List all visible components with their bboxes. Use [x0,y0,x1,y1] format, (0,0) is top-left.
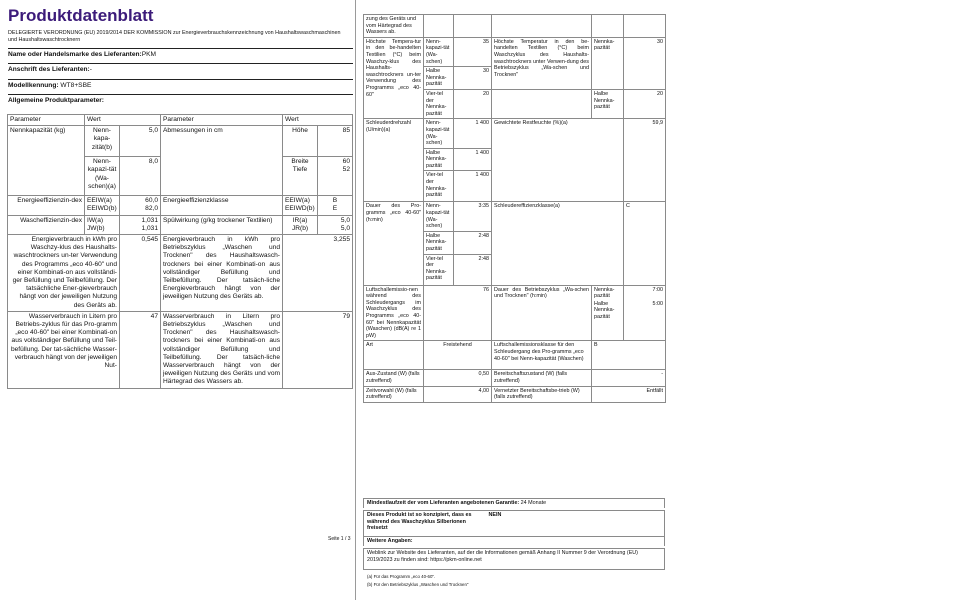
sp-halb-label: Halbe Nennka-pazität [424,148,454,171]
height-label: Höhe [283,126,318,157]
energy-wd-label: Energieverbrauch in kWh pro Betriebszyklus „Waschen und Trocknen" des Haushaltswasch-trockners bei einer Kombinati-on aus vollständiger Befüllung und Teilbefüllung. Der tatsäch-liche Energieverbrauch hängt von der jeweiligen Nutzung des Geräts ab. [161,235,283,312]
eei-label: Energieeffizienzin-dex [8,196,85,215]
water-wd-value: 79 [283,311,353,388]
rinse-values: 5,0 5,0 [318,215,353,234]
mt2-nenn-label: Nennka-pazität [592,37,624,89]
sp-halb-value: 1 400 [454,148,492,171]
wei-values: 1,031 1,031 [120,215,161,234]
water-value: 47 [120,311,161,388]
resid-value: 59,9 [624,119,666,202]
spinclass-label: Schleudereffizienzklasse(a) [492,202,624,285]
footnote-a: (a) Für das Programm „eco 40-60". [367,574,436,579]
header-param: Parameter [8,115,85,126]
eec-values: B E [318,196,353,215]
spin-label: Schleuderdrehzahl (U/min)(a) [364,119,424,202]
model-line: Modellkennung: WT8+SBE [8,79,353,89]
energy-value: 0,545 [120,235,161,312]
page-number: Seite 1 / 3 [328,536,351,542]
wei-label: Wascheffizienzin-dex [8,215,85,234]
mt-halb-value: 30 [454,67,492,90]
cap-wash-label: Nenn-kapa-zität(b) [85,126,120,157]
mt-nenn-value: 35 [454,37,492,66]
header-param-2: Parameter [161,115,283,126]
rinse-sub-labels: IR(a) JR(b) [283,215,318,234]
footnote-b: (b) Für den Betriebszyklus „Waschen und Trocknen" [367,582,469,587]
resid-label: Gewichtete Restfeuchte (%)(a) [492,119,624,202]
parameter-table-2 [363,14,666,403]
sp-viert-label: Vier-tel der Nennka-pazität [424,171,454,202]
duration-wd-label: Dauer des Betriebszyklus „Wa-schen und Trocknen" (h:min) [492,285,592,341]
noiseclass-value: B [592,341,666,370]
cap-wash-value: 5,0 [120,126,161,157]
maxtemp-wd-label: Höchste Temperatur in den be-handelten Textilien (°C) beim Waschzyklus des Haushalts-waschtrockners unter Verwen-dung des Betriebszyklus „Wa-schen und Trocknen" [492,37,592,89]
sp-nenn-label: Nenn-kapazi-tät (Wa-schen) [424,119,454,148]
dimensions-label: Abmessungen in cm [161,126,283,196]
page-1 [0,0,356,600]
du-nenn-value: 3:35 [454,202,492,231]
further-row: Weitere Angaben: [363,536,665,546]
duration-label: Dauer des Pro-gramms „eco 40-60" (h:min) [364,202,424,285]
energy-label: Energieverbrauch in kWh pro Waschzy-klus des Haushalts-waschtrockners un-ter Verwendung des Programms „eco 40-60" und einer Kombinati-on aus vollständi-ger Befüllung und Teilbefüllung. Der tatsächliche Ener-gieverbrauch hängt von der jeweiligen Nutzung des Geräts ab. [8,235,120,312]
mt2-nenn-value: 30 [624,37,666,89]
delay-value: 4,00 [424,386,492,402]
mt-nenn-label: Nenn-kapazi-tät (Wa-schen) [424,37,454,66]
supplier-line: Name oder Handelsmarke des Lieferanten:PKM [8,48,353,58]
delay-label: Zeitvorwahl (W) (falls zutreffend) [364,386,424,402]
rinse-label: Spülwirkung (g/kg trockener Textilien) [161,215,283,234]
off-value: 0,50 [424,370,492,386]
header-value-2: Wert [283,115,353,126]
eec-sub-labels: EEIW(a) EEIWD(b) [283,196,318,215]
capacity-label: Nennkapazität (kg) [8,126,85,196]
address-line: Anschrift des Lieferanten:- [8,63,353,73]
mt-viert-value: 20 [454,89,492,118]
sp-nenn-value: 1 400 [454,119,492,148]
noiseclass-label: Luftschallemissionsklasse für den Schleudergang des Pro-gramms „eco 40-60" bei Nenn-kapazität (Waschen) [492,341,592,370]
continuation-text: zung des Geräts und vom Härtegrad des Wassers ab. [364,15,424,38]
eei-values: 60,0 82,0 [120,196,161,215]
guarantee-row: Mindestlaufzeit der vom Lieferanten angebotenen Garantie: 24 Monate [363,498,665,508]
water-wd-label: Wasserverbrauch in Litern pro Betriebszyklus „Waschen und Trocknen" des Haushaltswasch-trockners bei einer Kombinati-on aus vollständiger Befüllung und Teilbefüllung. Der tatsäch-liche Wasserverbrauch hängt von der jeweiligen Nutzung des Geräts und vom Härtegrad des Wassers ab. [161,311,283,388]
mt2-halb-label: Halbe Nennka-pazität [592,89,624,118]
general-line: Allgemeine Produktparameter: [8,94,353,104]
eec-label: Energieeffizienzklasse [161,196,283,215]
page-title: Produktdatenblatt [8,6,154,25]
noise-label: Luftschallemissio-nen während des Schleudergangs im Waschzyklus des Programms „eco 40-60" bei Nennkapazität (Waschen) (dB(A) re 1 pW) [364,285,424,341]
cap-dry-value: 8,0 [120,157,161,196]
du2-values: 7:00 5:00 [624,285,666,341]
mt-viert-label: Vier-tel der Nennka-pazität [424,89,454,118]
width-depth-value: 60 52 [318,157,353,196]
du-viert-label: Vier-tel der Nennka-pazität [424,254,454,285]
cap-dry-label: Nenn-kapazi-tät (Wa-schen)(a) [85,157,120,196]
type-label: Art [364,341,424,370]
height-value: 85 [318,126,353,157]
sp-viert-value: 1 400 [454,171,492,202]
parameter-table-1 [7,114,353,389]
netstandby-value: Entfällt [592,386,666,402]
spinclass-value: C [624,202,666,285]
width-depth-label: Breite Tiefe [283,157,318,196]
silver-row: Dieses Produkt ist so konzipiert, dass es während des Waschzyklus Silberionen freisetzt NEIN [363,510,665,536]
energy-wd-value: 3,255 [283,235,353,312]
page-2 [363,0,665,600]
standby-value: - [592,370,666,386]
eei-sub-labels: EEIW(a) EEIWD(b) [85,196,120,215]
header-value: Wert [85,115,161,126]
noise-value: 76 [424,285,492,341]
water-label: Wasserverbrauch in Litern pro Betriebs-zyklus für das Pro-gramm „eco 40-60" bei einer Kombinati-on aus vollständiger Befüllung und Teil-befüllung. Der tat-sächliche Wasser-verbrauch hängt von der jeweiligen Nut- [8,311,120,388]
mt-halb-label: Halbe Nennka-pazität [424,67,454,90]
regulation-text: DELEGIERTE VERORDNUNG (EU) 2019/2014 DER KOMMISSION zur Energieverbrauchskennzeichnung von Haushaltswaschmaschinen und Haushaltswaschtrocknern [8,30,341,43]
off-label: Aus-Zustand (W) (falls zutreffend) [364,370,424,386]
wei-sub-labels: IW(a) JW(b) [85,215,120,234]
du2-labels: Nennka-pazität Halbe Nennka-pazität [592,285,624,341]
netstandby-label: Vernetzter Bereitschaftsbe-trieb (W) (falls zutreffend) [492,386,592,402]
du-viert-value: 2:48 [454,254,492,285]
du-nenn-label: Nenn-kapazi-tät (Wa-schen) [424,202,454,231]
du-halb-label: Halbe Nennka-pazität [424,231,454,254]
maxtemp-label: Höchste Tempera-tur in den be-handelten Textilien (°C) beim Waschzy-klus des Haushalts-waschtrockners un-ter Verwendung des Programms „eco 40-60" [364,37,424,119]
standby-label: Bereitschaftszustand (W) (falls zutreffend) [492,370,592,386]
weblink-row: Weblink zur Website des Lieferanten, auf der die Informationen gemäß Anhang II Nummer 9 der Verordnung (EU) 2019/2023 zu finden sind: https://pkm-online.net [363,548,665,570]
mt2-halb-value: 20 [624,89,666,118]
type-value: Freistehend [424,341,492,370]
du-halb-value: 2:48 [454,231,492,254]
